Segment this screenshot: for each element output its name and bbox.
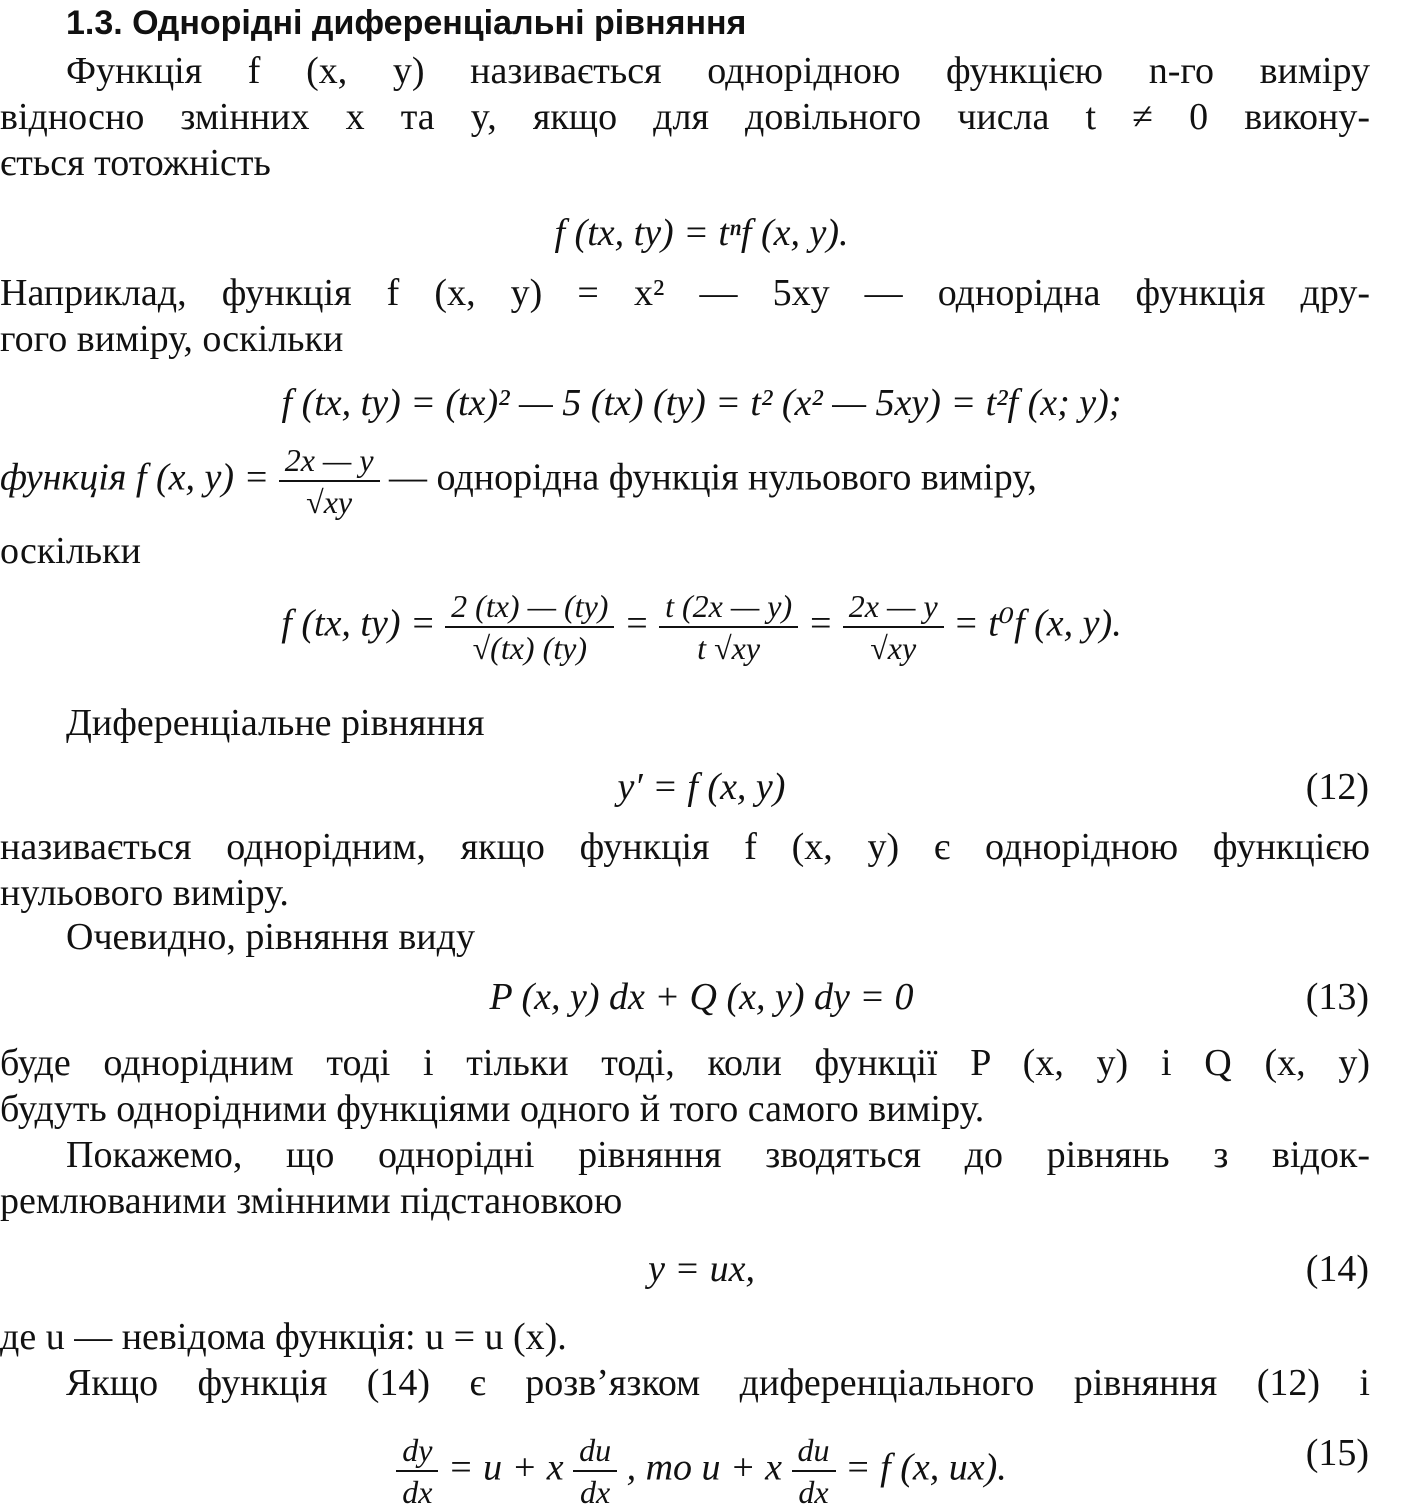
fraction-denominator: dx (792, 1470, 836, 1512)
fraction (573, 1430, 617, 1512)
fraction (445, 586, 614, 668)
fraction-denominator: √(tx) (ty) (445, 626, 614, 668)
text-line: ремлюваними змінними підстановкою (0, 1180, 623, 1222)
formula-rhs: = t⁰f (x, y). (953, 602, 1122, 645)
fraction (396, 1430, 438, 1512)
fraction-denominator: √xy (279, 480, 380, 522)
equation-middle: , то u + x (626, 1446, 783, 1489)
fraction (843, 586, 944, 668)
text-line: Покажемо, що однорідні рівняння зводяться до рівнянь з відок- (66, 1134, 1370, 1176)
formula-suffix: — однорідна функція нульового виміру, (389, 456, 1037, 499)
fraction (792, 1430, 836, 1512)
equation-rhs: = f (x, ux). (845, 1446, 1007, 1489)
text-line: гого виміру, оскільки (0, 318, 344, 360)
text-line: Очевидно, рівняння виду (66, 916, 475, 958)
text-line: відносно змінних x та y, якщо для довільного числа t ≠ 0 викону- (0, 96, 1370, 138)
equation-15 (0, 1430, 1403, 1512)
text-line: називається однорідним, якщо функція f (x, y) є однорідною функцією (0, 826, 1370, 868)
equation-middle: = u + x (447, 1446, 564, 1489)
fraction-numerator: du (579, 1432, 612, 1468)
fraction-numerator: t (2x — y) (665, 588, 793, 624)
text-line: нульового виміру. (0, 872, 289, 914)
text-line: буде однорідним тоді і тільки тоді, коли функції P (x, y) і Q (x, y) (0, 1042, 1370, 1084)
equals-sign: = (623, 602, 650, 645)
equation-number: (13) (1305, 976, 1369, 1018)
formula-homogeneity-definition: f (tx, ty) = tⁿf (x, y). (554, 212, 849, 254)
text-line: Функція f (x, y) називається однорідною функцією n-го виміру (66, 50, 1370, 92)
text-line: оскільки (0, 530, 141, 572)
section-heading: 1.3. Однорідні диференціальні рівняння (66, 4, 747, 42)
fraction-denominator: √xy (843, 626, 944, 668)
equation-number: (14) (1305, 1248, 1369, 1290)
text-line: де u — невідома функція: u = u (x). (0, 1316, 567, 1358)
equation-body: y′ = f (x, y) (617, 766, 786, 808)
fraction-numerator: 2x — y (848, 588, 938, 624)
text-line: Якщо функція (14) є розв’язком диференціального рівняння (12) і (66, 1362, 1370, 1404)
fraction-denominator: dx (396, 1470, 438, 1512)
fraction-numerator: dy (402, 1432, 433, 1468)
equation-14 (0, 1246, 1403, 1292)
fraction-numerator: 2 (tx) — (ty) (451, 588, 609, 624)
text-line: Наприклад, функція f (x, y) = x² — 5xy — однорідна функція дру- (0, 272, 1370, 314)
formula-prefix: функція f (x, y) = (0, 456, 270, 499)
formula-zero-degree-example (0, 440, 1370, 522)
equation-13 (0, 974, 1403, 1020)
equals-sign: = (807, 602, 834, 645)
fraction-numerator: 2x — y (284, 442, 374, 478)
fraction-denominator: t √xy (659, 626, 798, 668)
fraction-denominator: dx (573, 1470, 617, 1512)
formula-second-degree-example: f (tx, ty) = (tx)² — 5 (tx) (ty) = t² (x² — 5xy) = t²f (x; y); (281, 382, 1122, 424)
text-line: будуть однорідними функціями одного й того самого виміру. (0, 1088, 985, 1130)
equation-number: (15) (1305, 1432, 1369, 1474)
equation-body: P (x, y) dx + Q (x, y) dy = 0 (489, 976, 914, 1018)
fraction (279, 440, 380, 522)
text-line: Диференціальне рівняння (66, 702, 485, 744)
formula-zero-degree-proof (0, 586, 1403, 668)
formula-lhs: f (tx, ty) = (281, 602, 436, 645)
equation-body: y = ux, (648, 1248, 755, 1290)
text-line: ється тотожність (0, 142, 271, 184)
equation-12 (0, 764, 1403, 810)
fraction (659, 586, 798, 668)
fraction-numerator: du (797, 1432, 830, 1468)
equation-number: (12) (1305, 766, 1369, 808)
